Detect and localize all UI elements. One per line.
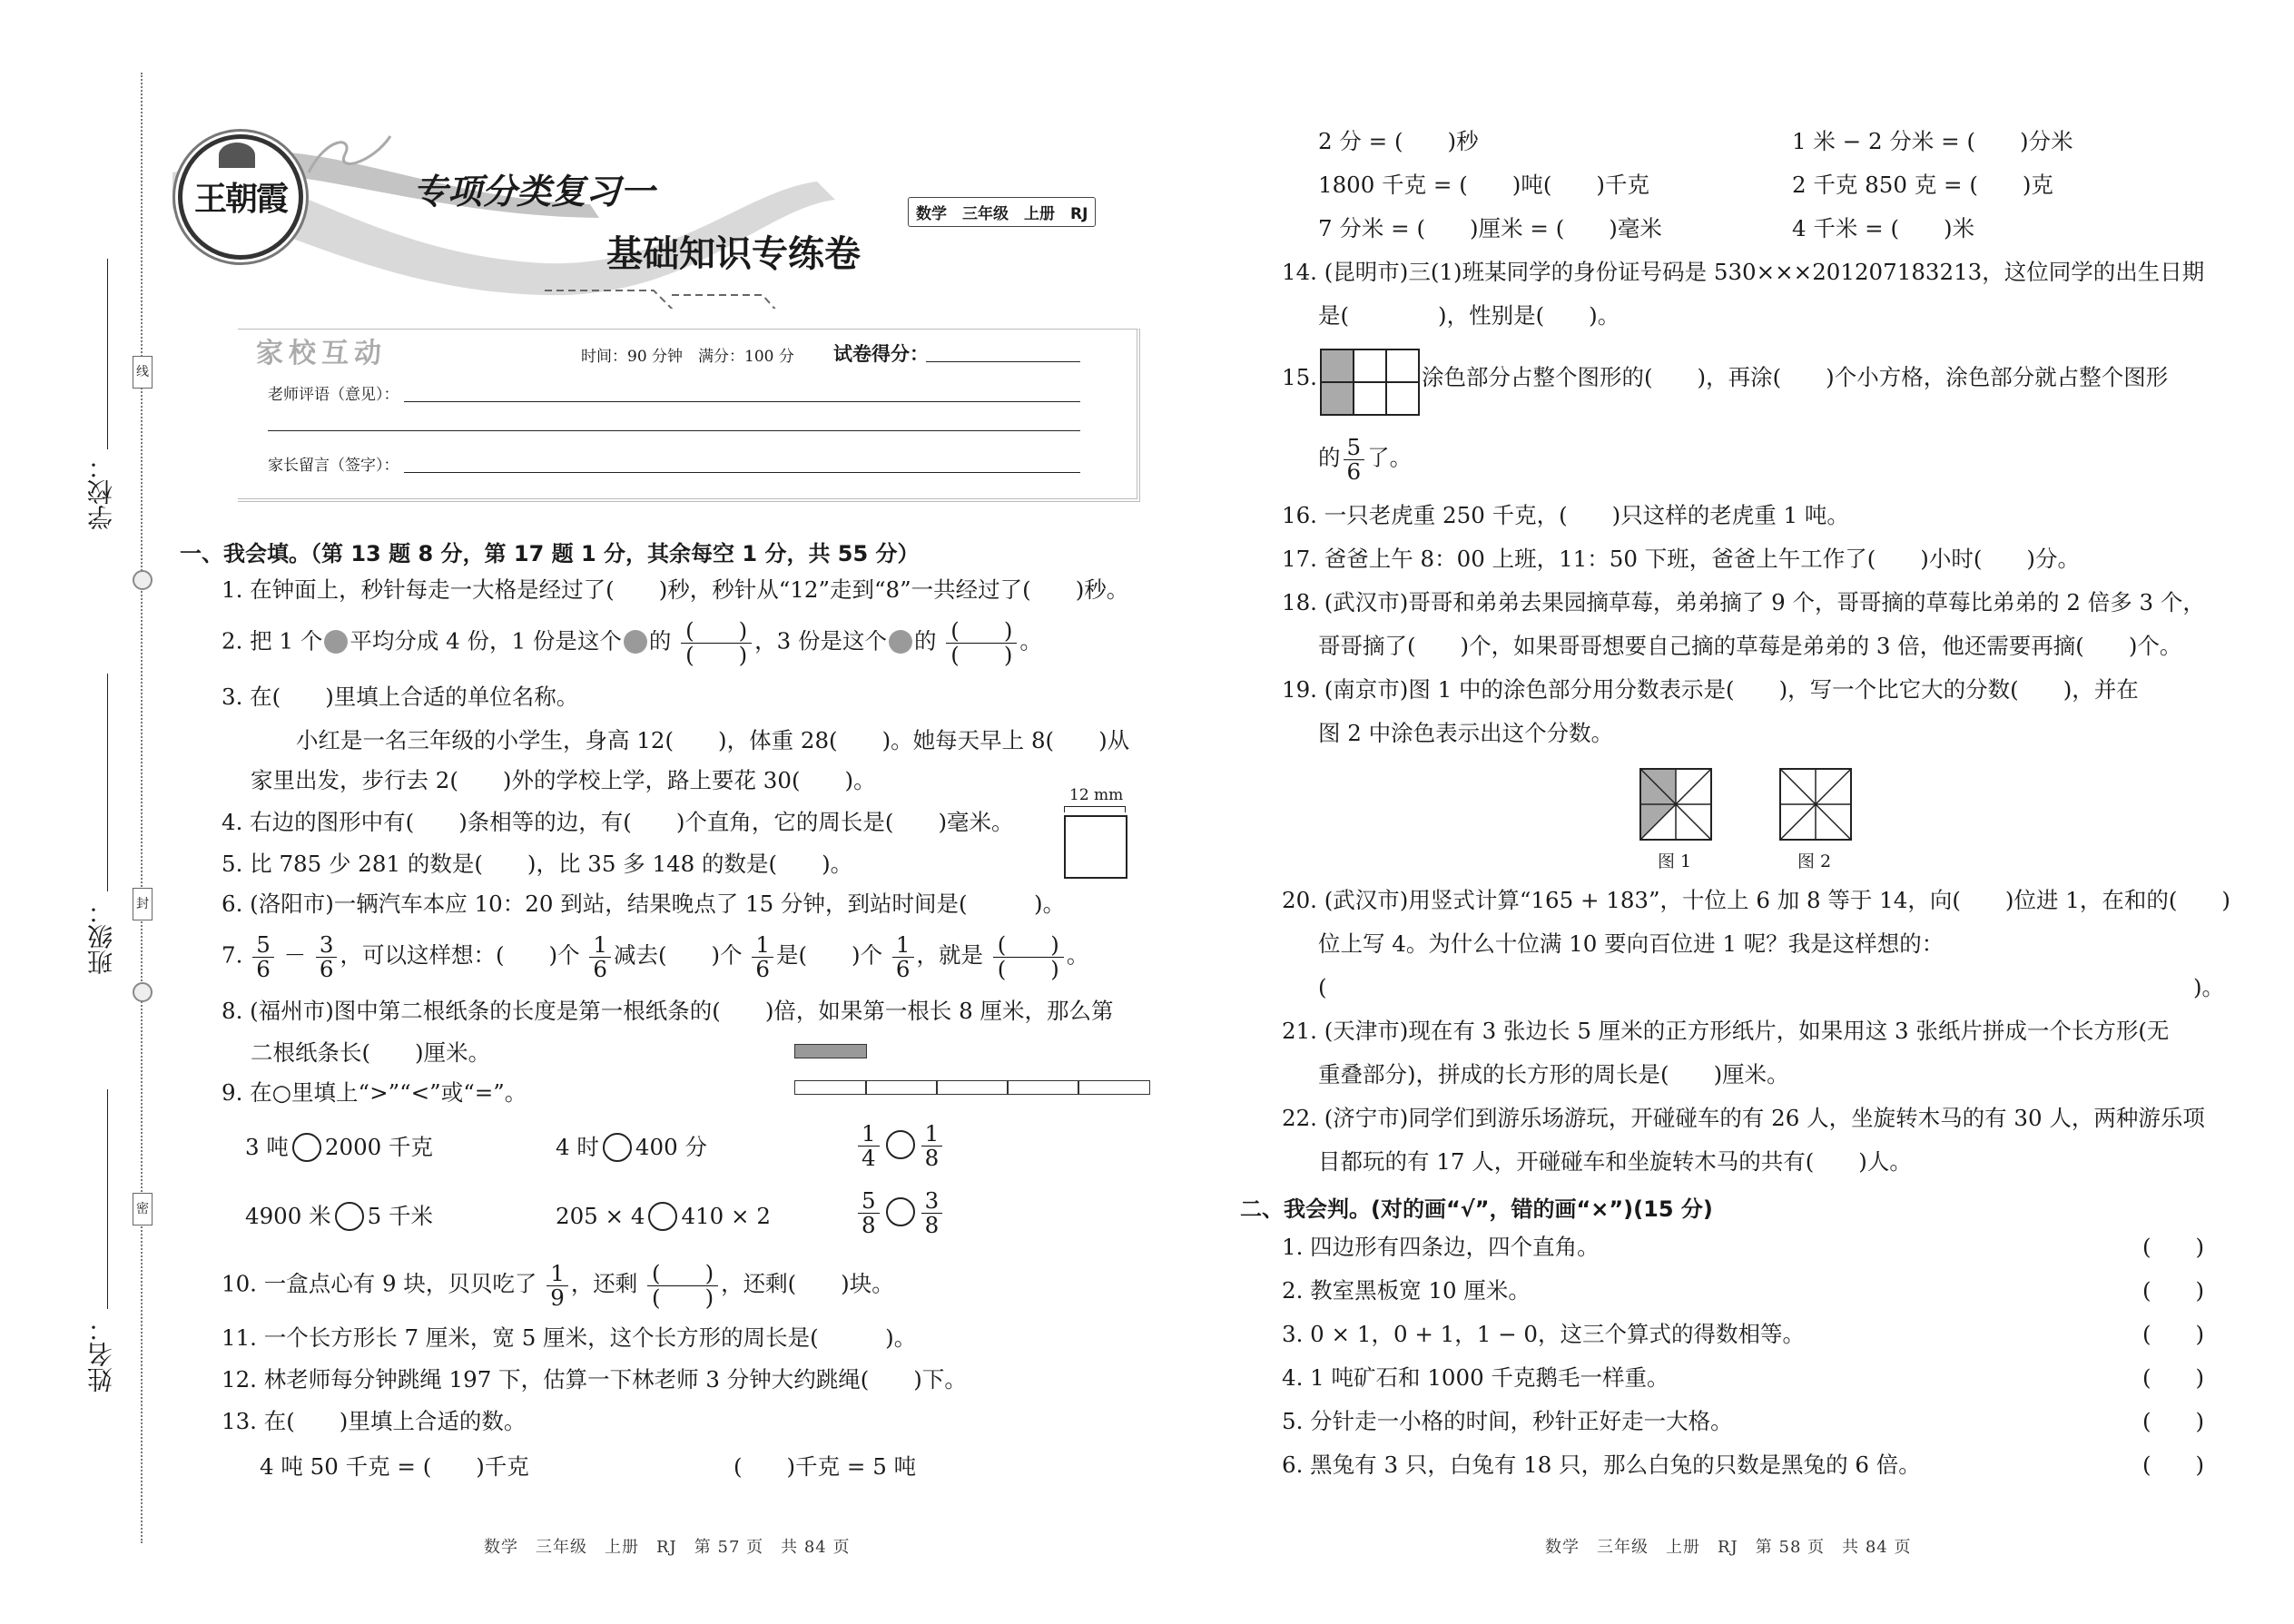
section2-title: 二、我会判。(对的画“√”，错的画“×”)(15 分)	[1240, 1196, 1713, 1222]
time-info: 时间：90 分钟 满分：100 分	[581, 348, 794, 366]
fraction-three-sixths: $\frac{3}{6}$	[316, 933, 338, 980]
figure-2-octants	[1779, 768, 1852, 841]
question-13: 13. 在( )里填上合适的数。	[222, 1408, 527, 1434]
subject-meta: 数学 三年级 上册 RJ	[908, 197, 1096, 227]
judge-answer-2[interactable]: ( )	[2142, 1277, 2205, 1304]
question-2-text-b: 平均分成 4 份，1 份是这个	[350, 627, 622, 655]
question-15-line-2: 的 $\frac{5}{6}$ 了。	[1318, 434, 1413, 485]
school-field[interactable]	[107, 259, 108, 449]
judge-item-1: 1. 四边形有四条边，四个直角。	[1282, 1234, 1600, 1260]
question-20-close-paren: )。	[2193, 974, 2225, 1000]
judge-answer-1[interactable]: ( )	[2142, 1234, 2205, 1260]
question-7-dot: 。	[1066, 941, 1089, 969]
question-13-a: 4 吨 50 千克 = ( )千克	[260, 1453, 529, 1480]
question-2-text-f: 。	[1019, 627, 1042, 655]
parent-comment-field[interactable]	[404, 452, 1080, 473]
grey-circle-icon	[324, 630, 348, 654]
question-6: 6. (洛阳市)一辆汽车本应 10：20 到站，结果晚点了 15 分钟，到站时间是( )。	[222, 891, 1066, 917]
main-title: 基础知识专练卷	[606, 232, 861, 275]
compare-b: 4 时 400 分	[556, 1134, 707, 1160]
question-2-text-d: ，3 份是这个	[754, 627, 888, 655]
judge-item-5: 5. 分针走一小格的时间，秒针正好走一大格。	[1282, 1408, 1733, 1434]
conversion-1b: 1 米 − 2 分米 = ( )分米	[1792, 128, 2073, 154]
judge-item-4: 4. 1 吨矿石和 1000 千克鹅毛一样重。	[1282, 1364, 1669, 1391]
binding-hole-1	[133, 570, 153, 590]
binding-mark-seal: 封	[133, 888, 153, 920]
fraction-one-eighth: $\frac{1}{8}$	[921, 1122, 943, 1169]
school-label: 学校：	[86, 454, 116, 530]
class-label: 班级：	[86, 899, 116, 975]
fraction-one-sixth: $\frac{1}{6}$	[752, 933, 773, 980]
fraction-five-sixths: $\frac{5}{6}$	[252, 933, 274, 980]
page-footer-left: 数学 三年级 上册 RJ 第 57 页 共 84 页	[484, 1538, 851, 1557]
compare-d: 205 × 4 410 × 2	[556, 1203, 771, 1229]
square-dimension-line	[1064, 806, 1126, 812]
compare-fractions-1	[855, 1122, 945, 1169]
compare-circle[interactable]	[886, 1197, 915, 1226]
question-2-text-e: 的	[914, 627, 937, 655]
question-4: 4. 右边的图形中有( )条相等的边，有( )个直角，它的周长是( )毫米。	[222, 809, 1014, 835]
fraction-one-sixth: $\frac{1}{6}$	[892, 933, 914, 980]
compare-circle[interactable]	[886, 1130, 915, 1159]
question-8-line-1: 8. (福州市)图中第二根纸条的长度是第一根纸条的( )倍，如果第一根长 8 厘米，那么第	[222, 998, 1114, 1024]
home-school-badge: 家校互动	[256, 338, 387, 369]
question-11: 11. 一个长方形长 7 厘米，宽 5 厘米，这个长方形的周长是( )。	[222, 1324, 917, 1351]
question-9: 9. 在○里填上“>”“<”或“=”。	[222, 1079, 527, 1106]
judge-answer-4[interactable]: ( )	[2142, 1364, 2205, 1391]
question-1: 1. 在钟面上，秒针每走一大格是经过了( )秒，秒针从“12”走到“8”一共经过了( )秒。	[222, 576, 1129, 603]
logo-text: 王朝霞	[193, 180, 287, 218]
question-16: 16. 一只老虎重 250 千克，( )只这样的老虎重 1 吨。	[1282, 502, 1849, 528]
compare-circle[interactable]	[603, 1133, 632, 1162]
question-20-line-2: 位上写 4。为什么十位满 10 要向百位进 1 呢？我是这样想的：	[1318, 930, 1944, 957]
question-2-text-a: 2. 把 1 个	[222, 627, 323, 655]
class-field[interactable]	[107, 674, 108, 891]
fraction-five-sixths: $\frac{5}{6}$	[1344, 436, 1365, 483]
question-7-think: ，可以这样想：( )个	[340, 941, 580, 969]
question-7-number: 7.	[222, 941, 243, 969]
fraction-blank[interactable]: $\frac{( )}{( )}$	[647, 1262, 718, 1309]
compare-fractions-2	[855, 1189, 945, 1236]
compare-circle[interactable]	[335, 1202, 364, 1231]
score-label: 试卷得分：	[833, 343, 929, 365]
name-field[interactable]	[107, 1089, 108, 1309]
teacher-comment-field-2[interactable]	[268, 410, 1080, 431]
fraction-blank[interactable]: $\frac{( )}{( )}$	[946, 619, 1017, 666]
teacher-comment-label: 老师评语（意见）：	[268, 386, 399, 404]
figure-1-octants	[1639, 768, 1712, 841]
conversion-3a: 7 分米 = ( )厘米 = ( )毫米	[1318, 215, 1662, 241]
fraction-one-sixth: $\frac{1}{6}$	[589, 933, 611, 980]
fraction-five-eighths: $\frac{5}{8}$	[858, 1189, 880, 1236]
section1-title: 一、我会填。（第 13 题 8 分，第 17 题 1 分，其余每空 1 分，共 55 分）	[180, 541, 920, 566]
square-dimension-label: 12 mm	[1069, 786, 1124, 804]
judge-answer-6[interactable]: ( )	[2142, 1452, 2205, 1478]
fraction-blank[interactable]: $\frac{( )}{( )}$	[993, 933, 1064, 980]
ribbon-decoration	[300, 127, 399, 182]
binding-mark-line: 线	[133, 356, 153, 389]
parent-comment-label: 家长留言（签字）：	[268, 457, 399, 475]
binding-mark-secret: 密	[133, 1193, 153, 1225]
question-7-is: 是( )个	[776, 941, 883, 969]
question-19-line-1: 19. (南京市)图 1 中的涂色部分用分数表示是( )，写一个比它大的分数( )，并在	[1282, 676, 2139, 703]
question-21-line-2: 重叠部分)，拼成的长方形的周长是( )厘米。	[1318, 1061, 1789, 1088]
question-17: 17. 爸爸上午 8：00 上班，11：50 下班，爸爸上午工作了( )小时( )分。	[1282, 546, 2080, 572]
question-19-line-2: 图 2 中涂色表示出这个分数。	[1318, 720, 1614, 746]
score-field[interactable]	[926, 341, 1080, 362]
question-20-open-paren: (	[1318, 974, 1327, 1000]
compare-circle[interactable]	[648, 1202, 677, 1231]
question-2	[222, 619, 1042, 666]
series-title: 专项分类复习一	[413, 172, 655, 212]
minus-sign: －	[283, 941, 307, 969]
fraction-three-eighths: $\frac{3}{8}$	[921, 1189, 943, 1236]
page-footer-right: 数学 三年级 上册 RJ 第 58 页 共 84 页	[1545, 1538, 1912, 1557]
judge-item-2: 2. 教室黑板宽 10 厘米。	[1282, 1277, 1531, 1304]
question-3-line-1: 小红是一名三年级的小学生，身高 12( )，体重 28( )。她每天早上 8( )从	[296, 727, 1130, 753]
judge-answer-5[interactable]: ( )	[2142, 1408, 2205, 1434]
grey-circle-icon	[624, 630, 647, 654]
question-5: 5. 比 785 少 281 的数是( )，比 35 多 148 的数是( )。	[222, 851, 853, 877]
logo-crest-icon	[219, 143, 255, 168]
grid-figure-q15	[1320, 349, 1420, 416]
figure-2-caption: 图 2	[1797, 851, 1832, 871]
name-label: 姓名：	[86, 1316, 116, 1393]
question-7	[222, 933, 1088, 980]
question-7-sub: 减去( )个	[613, 941, 743, 969]
question-8-line-2: 二根纸条长( )厘米。	[251, 1039, 491, 1066]
question-21-line-1: 21. (天津市)现在有 3 张边长 5 厘米的正方形纸片，如果用这 3 张纸片拼成一个长方形(无	[1282, 1018, 2170, 1044]
question-12: 12. 林老师每分钟跳绳 197 下，估算一下林老师 3 分钟大约跳绳( )下。	[222, 1366, 967, 1393]
question-15-line-1: 涂色部分占整个图形的( )，再涂( )个小方格，涂色部分就占整个图形	[1422, 364, 2169, 390]
question-20-line-1: 20. (武汉市)用竖式计算“165 + 183”，十位上 6 加 8 等于 14，向( )位进 1，在和的( )	[1282, 887, 2230, 913]
teacher-comment-field[interactable]	[404, 381, 1080, 402]
conversion-2b: 2 千克 850 克 = ( )克	[1792, 172, 2053, 198]
question-13-b: ( )千克 = 5 吨	[733, 1453, 917, 1480]
conversion-2a: 1800 千克 = ( )吨( )千克	[1318, 172, 1649, 198]
judge-answer-3[interactable]: ( )	[2142, 1321, 2205, 1347]
conversion-1a: 2 分 = ( )秒	[1318, 128, 1479, 154]
paper-strip-1	[794, 1044, 867, 1058]
question-22-line-2: 目都玩的有 17 人，开碰碰车和坐旋转木马的共有( )人。	[1318, 1148, 1912, 1175]
logo-seal	[178, 134, 303, 260]
paper-strip-2	[794, 1080, 1150, 1095]
fraction-one-fourth: $\frac{1}{4}$	[858, 1122, 880, 1169]
fraction-blank[interactable]: $\frac{( )}{( )}$	[681, 619, 752, 666]
question-14-line-1: 14. (昆明市)三(1)班某同学的身份证号码是 530×××201207183213，这位同学的出生日期	[1282, 259, 2205, 285]
binding-hole-2	[133, 982, 153, 1002]
question-18-line-2: 哥哥摘了( )个，如果哥哥想要自己摘的草莓是弟弟的 3 倍，他还需要再摘( )个。	[1318, 633, 2182, 659]
compare-a: 3 吨 2000 千克	[245, 1134, 434, 1160]
question-2-text-c: 的	[648, 627, 672, 655]
question-10: 10. 一盒点心有 9 块，贝贝吃了 $\frac{1}{9}$ ，还剩 $\frac{( )}{( )}$ ，还剩( )块。	[222, 1260, 894, 1311]
compare-c: 4900 米 5 千米	[245, 1203, 434, 1229]
judge-item-3: 3. 0 × 1，0 + 1，1 − 0，这三个算式的得数相等。	[1282, 1321, 1805, 1347]
binding-dotted-line	[141, 73, 143, 1543]
square-figure	[1064, 815, 1127, 879]
question-3-title: 3. 在( )里填上合适的单位名称。	[222, 684, 579, 710]
conversion-3b: 4 千米 = ( )米	[1792, 215, 1975, 241]
figure-1-caption: 图 1	[1658, 851, 1692, 871]
question-22-line-1: 22. (济宁市)同学们到游乐场游玩，开碰碰车的有 26 人，坐旋转木马的有 30 人，两种游乐项	[1282, 1105, 2205, 1131]
judge-item-6: 6. 黑兔有 3 只，白兔有 18 只，那么白兔的只数是黑兔的 6 倍。	[1282, 1452, 1921, 1478]
question-20-answer-field[interactable]	[1344, 973, 2179, 1000]
question-7-end: ，就是	[916, 941, 984, 969]
question-3-line-2: 家里出发，步行去 2( )外的学校上学，路上要花 30( )。	[251, 767, 876, 793]
fraction-one-ninth: $\frac{1}{9}$	[546, 1262, 568, 1309]
question-18-line-1: 18. (武汉市)哥哥和弟弟去果园摘草莓，弟弟摘了 9 个，哥哥摘的草莓比弟弟的 2 倍多 3 个，	[1282, 589, 2205, 615]
question-15-number: 15.	[1282, 364, 1317, 390]
question-14-line-2: 是( )，性别是( )。	[1318, 302, 1620, 329]
grey-circle-icon	[889, 630, 912, 654]
compare-circle[interactable]	[292, 1133, 321, 1162]
